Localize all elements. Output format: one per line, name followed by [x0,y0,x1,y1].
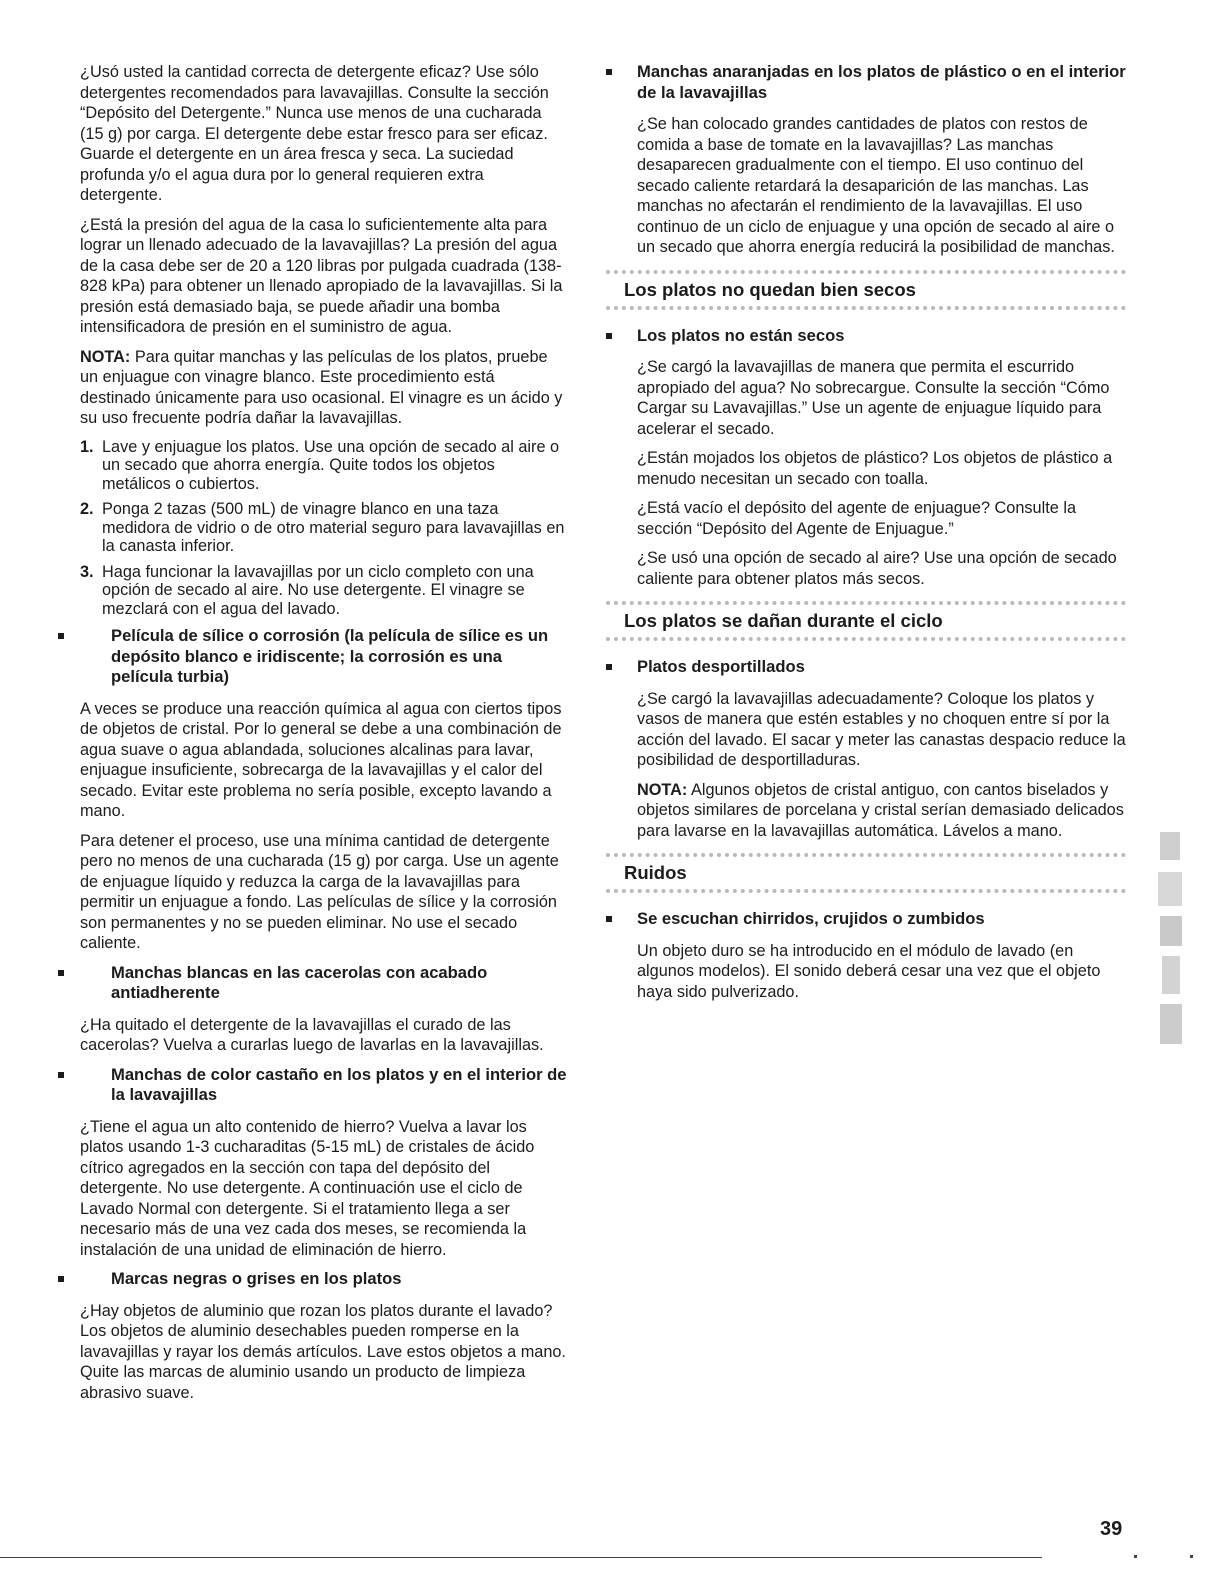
square-bullet-icon [58,1072,64,1078]
paragraph: ¿Hay objetos de aluminio que rozan los platos durante el lavado? Los objetos de aluminio desechables pueden romperse en la lavavajillas y rayar los demás artículos. Lave estos objetos a mano. Quite las marcas de aluminio usando un producto de limpieza abrasivo suave. [80,1301,566,1402]
step-text: Lave y enjuague los platos. Use una opción de secado al aire o un secado que ahorra energía. Quite todos los objetos metálicos o cubiertos. [102,437,560,493]
steps-list [80,438,568,619]
note [606,780,1126,842]
bullet-heading [80,963,568,1004]
paragraph: ¿Se han colocado grandes cantidades de platos con restos de comida a base de tomate en la lavavajillas? Las manchas desaparecen gradualmente con el tiempo. El uso continuo del secado caliente retardará la desaparición de las manchas. Las manchas no afectarán el rendimiento de la lavavajillas. El uso continuo de un ciclo de enjuague y una opción de secado al aire o un secado que ahorra energía reducirá la posibilidad de manchas. [637,115,1115,256]
square-bullet-icon [606,916,612,922]
paragraph: ¿Tiene el agua un alto contenido de hierro? Vuelva a lavar los platos usando 1-3 cucharaditas (5-15 mL) de cristales de ácido cítrico agregados en la sección con tapa del depósito del detergente. No use detergente. A continuación use el ciclo de Lavado Normal con detergente. Si el tratamiento llega a ser necesario más de una vez cada dos meses, se recomienda la instalación de una unidad de eliminación de hierro. [80,1117,535,1259]
section-heading: Los platos se dañan durante el ciclo [606,601,1126,641]
paragraph: ¿Está vacío el depósito del agente de enjuague? Consulte la sección “Depósito del Agente de Enjuague.” [637,499,1076,538]
bullet-heading-text: Los platos no están secos [637,325,845,345]
paragraph: ¿Ha quitado el detergente de la lavavajillas el curado de las cacerolas? Vuelva a curarlas luego de lavarlas en la lavavajillas. [80,1015,544,1054]
section-heading: Los platos no quedan bien secos [606,270,1126,310]
step-number: 2. [80,500,94,518]
bottom-dot [1134,1555,1137,1558]
bullet-heading-text: Manchas anaranjadas en los platos de plástico o en el interior de la lavavajillas [637,62,1126,102]
note [80,347,568,429]
bullet-heading-text: Manchas blancas en las cacerolas con acabado antiadherente [111,962,488,1002]
note-text: Algunos objetos de cristal antiguo, con cantos biselados y objetos similares de porcelana y cristal serían demasiado delicados para lavarse en la lavavajillas automática. Lávelos a mano. [637,780,1124,840]
bullet-heading [80,1065,568,1106]
paragraph: ¿Está la presión del agua de la casa lo suficientemente alta para lograr un llenado adecuado de la lavavajillas? La presión del agua de la casa debe ser de 20 a 120 libras por pulgada cuadrada (138-828 kPa) para obtener un llenado apropiado de la lavavajillas. Si la presión está demasiado baja, se puede añadir una bomba intensificadora de presión en el suministro de agua. [80,215,563,336]
note-label: NOTA: [637,780,688,799]
square-bullet-icon [58,970,64,976]
square-bullet-icon [58,633,64,639]
step-number: 3. [80,562,94,581]
page-number: 39 [1100,1518,1123,1540]
bottom-rule [0,1557,1042,1558]
left-column [80,62,568,1412]
square-bullet-icon [606,333,612,339]
paragraph: ¿Se cargó la lavavajillas adecuadamente? Coloque los platos y vasos de manera que estén estables y no choquen entre sí por la acción del lavado. El sacar y meter las canastas despacio reduce la posibilidad de desportilladuras. [637,689,1126,769]
paragraph: ¿Se cargó la lavavajillas de manera que permita el escurrido apropiado del agua? No sobrecargue. Consulte la sección “Cómo Cargar su Lavavajillas.” Use un agente de enjuague líquido para acelerar el secado. [637,358,1110,438]
bullet-heading-text: Se escuchan chirridos, crujidos o zumbidos [637,909,985,928]
bullet-heading-text: Película de sílice o corrosión (la película de sílice es un depósito blanco e iridiscente; la corrosión es una película turbia) [111,626,549,686]
section-heading: Ruidos [606,853,1126,893]
paragraph: A veces se produce una reacción química al agua con ciertos tipos de objetos de cristal. Por lo general se debe a una combinación de agua suave o agua ablandada, soluciones alcalinas para lavar, enjuague insuficiente, sobrecarga de la lavavajillas y el calor del secado. Evitar este problema no sería posible, excepto lavando a mano. [80,699,562,820]
bullet-heading [80,1269,568,1290]
square-bullet-icon [606,664,612,670]
list-item [80,500,568,556]
square-bullet-icon [606,69,612,75]
bullet-heading-text: Manchas de color castaño en los platos y en el interior de la lavavajillas [111,1064,567,1104]
list-item [80,563,568,619]
bullet-heading [80,626,568,688]
paragraph: ¿Se usó una opción de secado al aire? Use una opción de secado caliente para obtener platos más secos. [637,549,1117,588]
vertical-tab-mark-icon [1152,812,1188,1062]
bullet-heading-text: Platos desportillados [637,657,805,676]
square-bullet-icon [58,1276,64,1282]
paragraph: Para detener el proceso, use una mínima cantidad de detergente pero no menos de una cucharada (15 g) por carga. Use un agente de enjuague líquido y reduzca la carga de la lavavajillas para permitir un enjuague a fondo. Las películas de sílice y la corrosión son permanentes y no se pueden eliminar. No use el secado caliente. [80,831,559,952]
note-label: NOTA: [80,347,131,366]
list-item [80,438,568,494]
paragraph: ¿Están mojados los objetos de plástico? Los objetos de plástico a menudo necesitan un secado con toalla. [637,449,1113,488]
step-text: Ponga 2 tazas (500 mL) de vinagre blanco en una taza medidora de vidrio o de otro material seguro para lavavajillas en la canasta inferior. [102,500,565,555]
bullet-heading [606,657,1126,678]
paragraph: Un objeto duro se ha introducido en el módulo de lavado (en algunos modelos). El sonido deberá cesar una vez que el objeto haya sido pulverizado. [637,941,1101,1001]
right-column [606,62,1126,1011]
bullet-heading [606,62,1126,103]
bullet-heading-text: Marcas negras o grises en los platos [111,1269,402,1288]
bullet-heading [606,909,1126,930]
paragraph: ¿Usó usted la cantidad correcta de detergente eficaz? Use sólo detergentes recomendados para lavavajillas. Consulte la sección “Depósito del Detergente.” Nunca use menos de una cucharada (15 g) por carga. El detergente debe estar fresco para ser eficaz. Guarde el detergente en un área fresca y seca. La suciedad profunda y/o el agua dura por lo general requieren extra detergente. [80,63,549,204]
step-number: 1. [80,437,94,456]
bullet-heading [606,326,1126,347]
note-text: Para quitar manchas y las películas de los platos, pruebe un enjuague con vinagre blanco. Este procedimiento está destinado únicamente para uso ocasional. El vinagre es un ácido y su uso frecuente podría dañar la lavavajillas. [80,347,563,427]
bottom-dot [1190,1555,1193,1558]
step-text: Haga funcionar la lavavajillas por un ciclo completo con una opción de secado al aire. No use detergente. El vinagre se mezclará con el agua del lavado. [102,562,534,618]
